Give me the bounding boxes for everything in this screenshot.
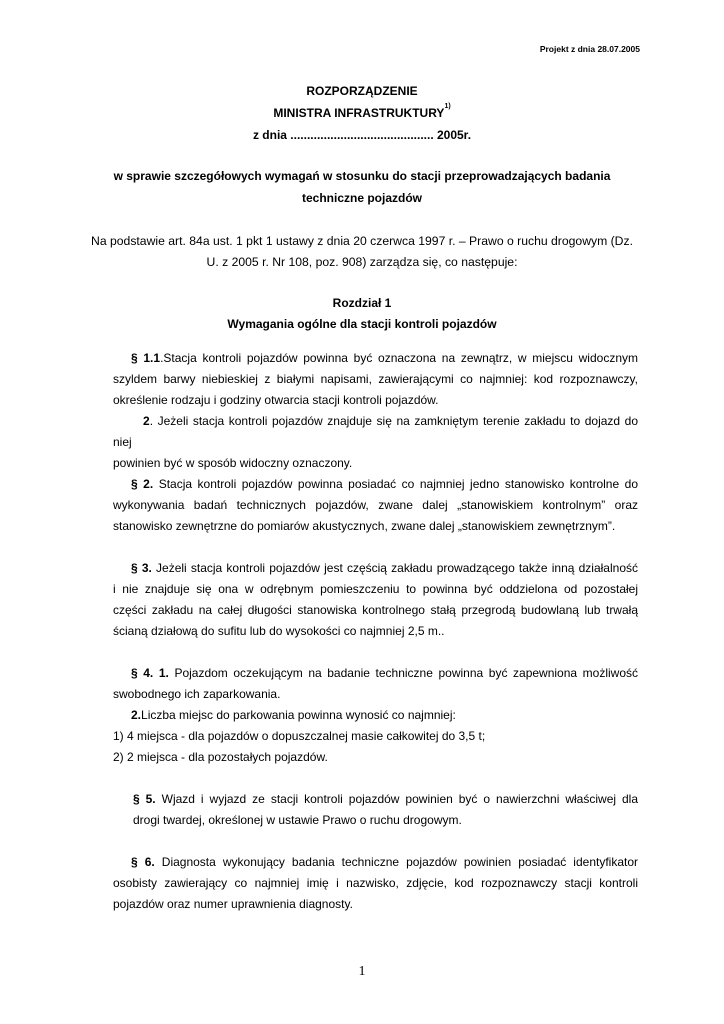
section-6 [113, 852, 638, 915]
chapter-title: Wymagania ogólne dla stacji kontroli pojazdów [227, 317, 497, 331]
list-item: 1) 4 miejsca - dla pojazdów o dopuszczalnej masie całkowitej do 3,5 t; [113, 729, 486, 743]
section-1-text: .Stacja kontroli pojazdów powinna być oznaczona na zewnątrz, w miejscu widocznym [160, 351, 638, 365]
section-1-line: określenie rodzaju i godziny otwarcia stacji kontroli pojazdów. [113, 393, 439, 407]
section-6-text: Diagnosta wykonujący badania techniczne pojazdów powinien posiadać identyfikator [154, 855, 639, 869]
section-4-point-2 [113, 705, 638, 726]
point-2-text: . Jeżeli stacja kontroli pojazdów znajduje się na zamkniętym terenie zakładu to dojazd do niej [113, 414, 638, 449]
section-3-line: i nie znajduje się ona w odrębnym pomieszczeniu to powinna być oddzielona od pozostałej [113, 582, 638, 596]
section-4-line [113, 663, 638, 684]
section-4-line: swobodnego ich zaparkowania. [113, 687, 281, 701]
section-3-text: Jeżeli stacja kontroli pojazdów jest częścią zakładu prowadzącego także inną działalność [151, 561, 638, 575]
section-3 [113, 558, 638, 642]
subject-line-2: techniczne pojazdów [301, 191, 422, 205]
section-2-mark: § 2. [131, 477, 154, 491]
section-1-mark: § 1.1 [131, 351, 161, 365]
section-5-text: Wjazd i wyjazd ze stacji kontroli pojazdów powinien być o nawierzchni właściwej dla [155, 792, 639, 806]
section-4-text: Pojazdom oczekującym na badanie techniczne powinna być zapewniona możliwość [168, 666, 638, 680]
section-6-line: osobisty zawierający co najmniej imię i nazwisko, zdjęcie, kod rozpoznawczy stacji kontroli [113, 876, 638, 890]
section-4-mark: § 4. 1. [131, 666, 169, 680]
section-5-line [133, 789, 638, 810]
footnote-marker: 1) [444, 103, 451, 110]
list-item: 2) 2 miejsca - dla pozostałych pojazdów. [113, 750, 328, 764]
point-2-mark: 2 [143, 414, 150, 428]
section-3-line [113, 558, 638, 579]
legal-basis-line-1: Na podstawie art. 84a ust. 1 pkt 1 ustawy z dnia 20 czerwca 1997 r. – Prawo o ruchu drogowym (Dz. [91, 234, 633, 248]
chapter-number: Rozdział 1 [332, 296, 392, 310]
point-2-text: Liczba miejsc do parkowania powinna wynosić co najmniej: [141, 708, 456, 722]
page-number: 1 [358, 964, 366, 979]
section-3-line: ścianą działową do sufitu lub do wysokości co najmniej 2,5 m.. [113, 624, 445, 638]
section-1-line: powinien być w sposób widoczny oznaczony. [113, 456, 353, 470]
point-2-mark: 2. [131, 708, 142, 722]
regulation-title: ROZPORZĄDZENIE [306, 84, 418, 98]
subject-line-1: w sprawie szczegółowych wymagań w stosunku do stacji przeprowadzających badania [113, 169, 611, 183]
section-1-line [113, 348, 638, 369]
section-3-mark: § 3. [131, 561, 152, 575]
section-6-mark: § 6. [131, 855, 155, 869]
section-5 [133, 789, 638, 831]
section-3-line: części zakładu na całej długości stanowiska kontrolnego stałą przegrodą budowlaną lub trwałą [113, 603, 638, 617]
section-4 [113, 663, 638, 768]
section-2 [113, 474, 638, 537]
section-2-line: stanowisko zewnętrzne do pomiarów akustycznych, zwane dalej „stanowiskiem zewnętrznym”. [113, 519, 616, 533]
issuing-minister [0, 103, 724, 120]
section-2-line: wykonywania badań technicznych pojazdów, zwane dalej „stanowiskiem kontrolnym” oraz [113, 498, 638, 512]
minister-name: MINISTRA INFRASTRUKTURY [273, 106, 445, 120]
regulation-date: z dnia ........................................... 2005r. [252, 128, 472, 142]
section-1 [113, 348, 638, 474]
section-6-line [113, 852, 638, 873]
section-1-line: szyldem barwy niebieskiej z białymi napisami, zawierającymi co najmniej: kod rozpoznawczy, [113, 372, 638, 386]
legal-basis-line-2: U. z 2005 r. Nr 108, poz. 908) zarządza się, co następuje: [206, 255, 518, 269]
section-5-line: drogi twardej, określonej w ustawie Prawo o ruchu drogowym. [133, 813, 462, 827]
section-2-line [113, 474, 638, 495]
section-2-text: Stacja kontroli pojazdów powinna posiadać co najmniej jedno stanowisko kontrolne do [153, 477, 638, 491]
draft-date: Projekt z dnia 28.07.2005 [539, 44, 640, 54]
section-6-line: pojazdów oraz numer uprawnienia diagnosty. [113, 897, 353, 911]
section-5-mark: § 5. [133, 792, 156, 806]
section-1-point-2 [113, 411, 638, 453]
